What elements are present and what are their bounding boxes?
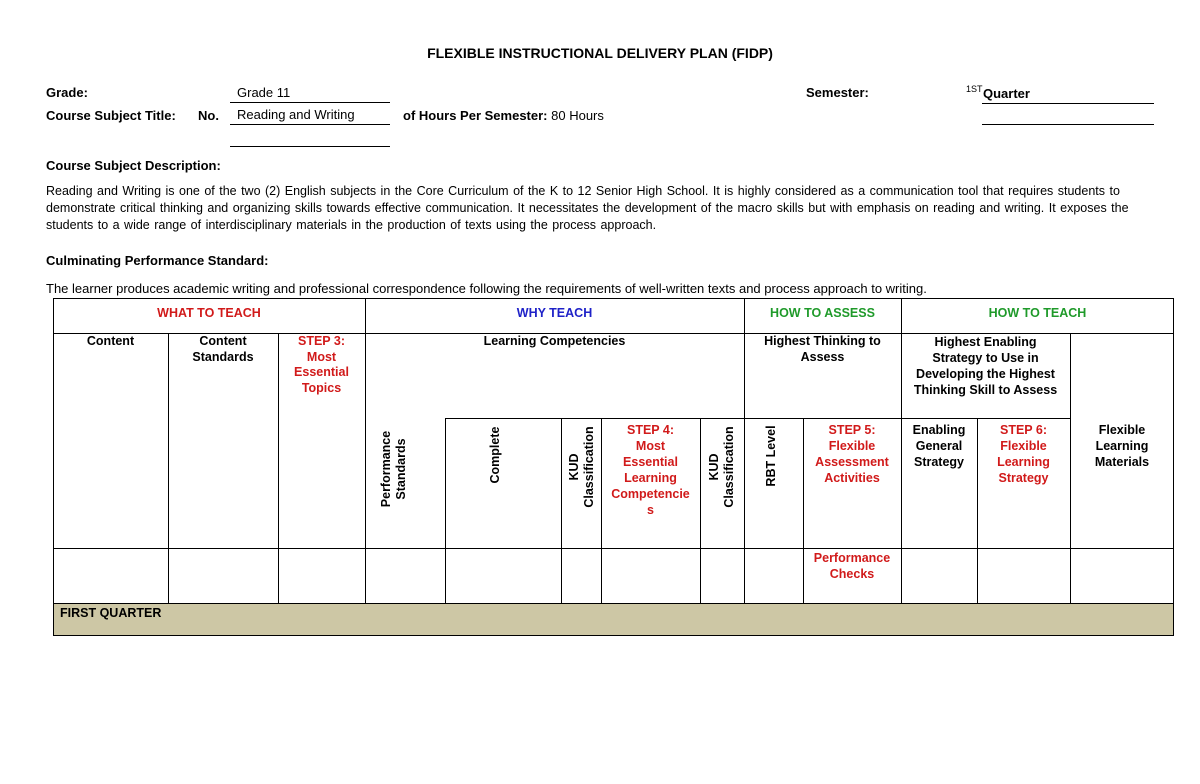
- description-line: demonstrate critical thinking and organizing skills towards effective communication. It necessitates the development of the macro skills but with emphasis on reading and writing. It exposes the: [46, 201, 1129, 215]
- grade-value: Grade 11: [237, 85, 291, 100]
- header-line: Classification: [582, 426, 596, 508]
- extra-underline-left: [230, 146, 390, 147]
- header-line: Performance: [813, 551, 891, 565]
- first-quarter-label: FIRST QUARTER: [60, 606, 162, 620]
- group-how-to-teach: HOW TO TEACH: [988, 306, 1087, 320]
- header-line: Essential: [623, 455, 678, 469]
- hours-value: 80 Hours: [551, 108, 604, 123]
- header-line: Strategy to Use in: [932, 351, 1039, 365]
- header-line: Activities: [824, 471, 880, 485]
- course-title-value: Reading and Writing: [237, 107, 355, 122]
- header-line: Flexible: [828, 439, 876, 453]
- description-line: Reading and Writing is one of the two (2) English subjects in the Core Curriculum of the K to 12 Senior High School. It is highly considered as a communication tool that requires students to: [46, 184, 1120, 198]
- header-step4: [601, 422, 700, 518]
- header-line: Thinking Skill to Assess: [913, 383, 1058, 397]
- header-line: Enabling: [912, 423, 966, 437]
- header-line: STEP 3:: [297, 334, 345, 348]
- header-highest-thinking: [744, 334, 901, 365]
- header-line: Checks: [829, 566, 875, 581]
- performance-checks: [803, 551, 901, 582]
- row-divider: [53, 548, 1174, 549]
- description-text: [46, 183, 1156, 234]
- header-line: Learning: [997, 455, 1050, 469]
- header-line: KUD: [567, 453, 581, 481]
- header-line: s: [647, 503, 654, 517]
- row-divider: [901, 418, 1070, 419]
- course-underline: [230, 124, 390, 125]
- header-line: Assessment: [815, 455, 889, 469]
- header-line: Most: [306, 349, 337, 364]
- group-what-to-teach: WHAT TO TEACH: [157, 306, 261, 320]
- header-line: Strategy: [998, 471, 1049, 485]
- header-step3: [278, 334, 365, 396]
- header-line: Competencie: [611, 487, 690, 501]
- header-line: Flexible: [1098, 423, 1146, 437]
- fidp-table: [53, 298, 1174, 636]
- header-line: Topics: [301, 380, 342, 395]
- group-why-teach: WHY TEACH: [516, 306, 593, 320]
- header-content: Content: [86, 334, 135, 348]
- header-line: KUD: [707, 453, 721, 481]
- col-divider: [700, 418, 701, 603]
- header-kud-classification-2: [707, 419, 739, 515]
- row-divider: [445, 418, 901, 419]
- header-line: Most: [635, 439, 666, 453]
- header-line: STEP 5:: [828, 423, 876, 437]
- header-line: Materials: [1094, 455, 1150, 469]
- header-flexible-learning-materials: [1070, 422, 1174, 470]
- grade-underline: [230, 102, 390, 103]
- standard-text: The learner produces academic writing and professional correspondence following the requirements of well-written texts and process approach to writing.: [46, 281, 927, 296]
- header-line: Flexible: [1000, 439, 1047, 453]
- hours-field: [403, 108, 604, 123]
- semester-superscript: 1ST: [966, 84, 983, 94]
- header-line: Content: [199, 334, 247, 348]
- semester-value: Quarter: [983, 86, 1030, 101]
- header-line: Learning: [624, 471, 677, 485]
- description-label: Course Subject Description:: [46, 158, 221, 173]
- header-line: Highest Enabling: [934, 335, 1037, 349]
- header-kud-classification-1: [567, 419, 599, 515]
- header-learning-competencies: Learning Competencies: [483, 334, 626, 348]
- col-divider: [445, 418, 446, 603]
- header-line: STEP 6:: [999, 423, 1047, 437]
- page-title: FLEXIBLE INSTRUCTIONAL DELIVERY PLAN (FIDP): [427, 45, 773, 61]
- header-line: Assess: [800, 349, 845, 364]
- header-complete: Complete: [488, 426, 502, 484]
- header-rbt-level: RBT Level: [764, 425, 778, 487]
- semester-label: Semester:: [806, 85, 869, 100]
- header-line: STEP 4:: [626, 423, 674, 437]
- header-line: Standards: [192, 349, 254, 364]
- header-line: Strategy: [913, 455, 965, 469]
- header-line: Essential: [294, 365, 349, 379]
- hours-label: of Hours Per Semester:: [403, 108, 548, 123]
- header-line: Standards: [394, 438, 408, 500]
- header-highest-enabling: [901, 334, 1070, 398]
- header-line: Classification: [722, 426, 736, 508]
- group-how-to-assess: HOW TO ASSESS: [770, 306, 875, 320]
- semester-underline: [982, 103, 1154, 104]
- grade-label: Grade:: [46, 85, 88, 100]
- header-step5: [803, 422, 901, 486]
- header-enabling-general-strategy: [901, 422, 977, 470]
- header-line: Developing the Highest: [916, 367, 1055, 381]
- course-title-label: Course Subject Title:: [46, 108, 176, 123]
- header-content-standards: [168, 334, 278, 365]
- header-line: Performance: [379, 430, 393, 508]
- description-line: students to a wide range of interdisciplinary materials in the production of texts using the process approach.: [46, 218, 657, 232]
- col-divider: [168, 333, 169, 603]
- header-line: Highest Thinking to: [764, 334, 881, 348]
- header-line: General: [915, 439, 963, 453]
- header-line: Learning: [1095, 439, 1149, 453]
- header-step6: [977, 422, 1070, 486]
- header-performance-standards: [379, 429, 411, 509]
- no-label: No.: [198, 108, 219, 123]
- standard-label: Culminating Performance Standard:: [46, 253, 269, 268]
- extra-underline-right: [982, 124, 1154, 125]
- col-divider: [561, 418, 562, 603]
